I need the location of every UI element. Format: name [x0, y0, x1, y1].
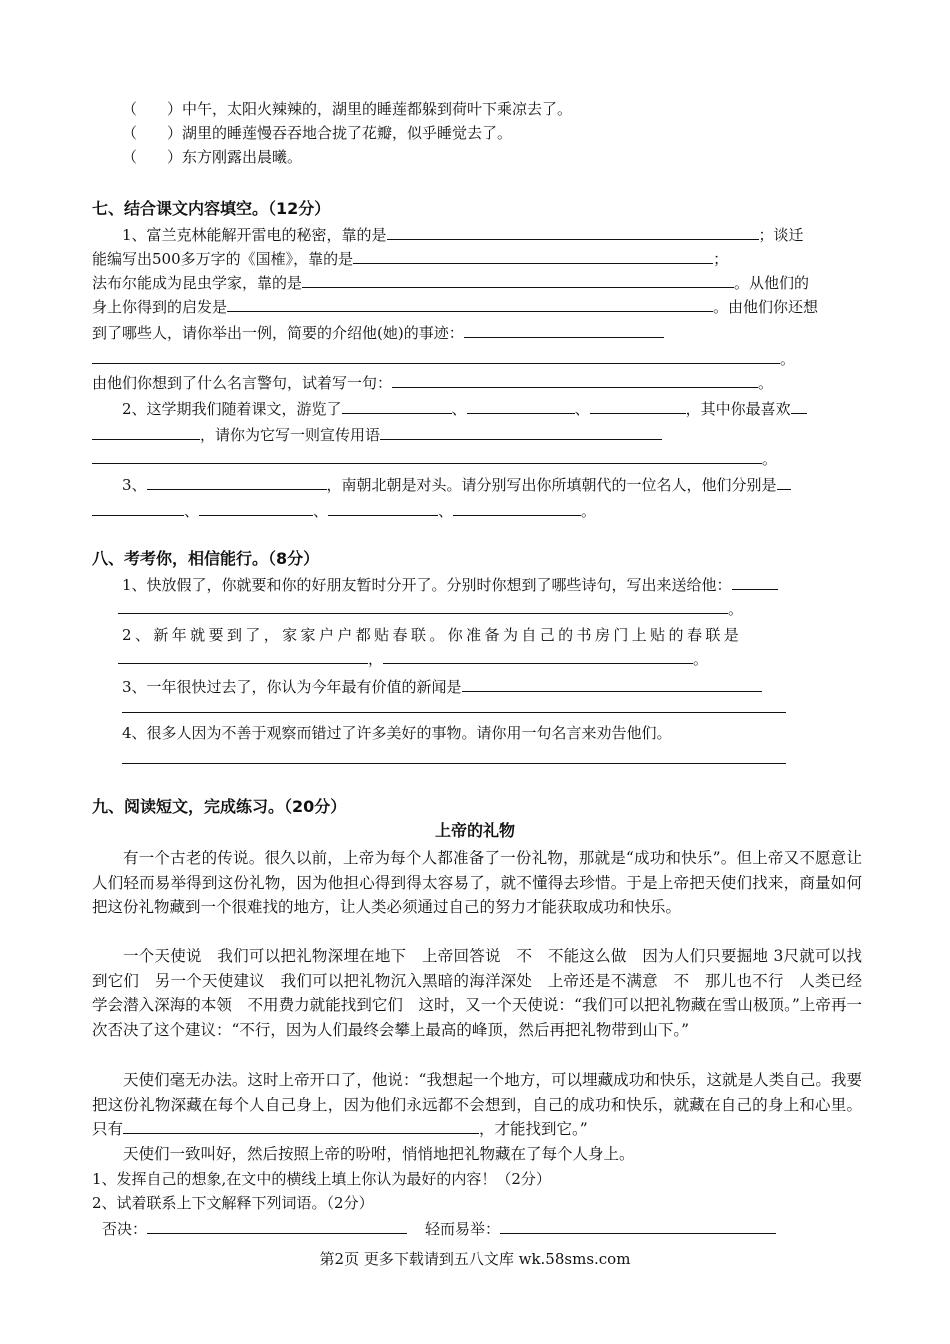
answer-blank[interactable] [92, 424, 200, 440]
s7-q3-line1 [122, 474, 892, 496]
section-8-heading: 八、考考你，相信能行。（8分） [92, 549, 320, 568]
answer-blank[interactable] [500, 1218, 776, 1234]
story-paragraph-2: 一个天使说 我们可以把礼物深埋在地下 上帝回答说 不 不能这么做 因为人们只要掘地 3尺就可以找到它们 另一个天使建议 我们可以把礼物沉入黑暗的海洋深处 上帝还是不满意 不 那儿也不行 人类已经学会潜入深海的本领 不用费力就能找到它们 这时，又一个天使说：“我们可以把礼物藏在雪山极顶。”上帝再一次否决了这个建议：“不行，因为人们最终会攀上最高的峰顶，然后再把礼物带到山下。” [92, 947, 862, 1039]
s8-q1-line2 [118, 598, 888, 620]
s8-q3-answer-line[interactable] [122, 712, 786, 713]
s7-q1-text-d-end: 。由他们你还想 [713, 298, 819, 316]
s7-q2-prompt-a: 2、这学期我们随着课文，游览了 [122, 400, 342, 418]
s8-q2-line1: 2、新年就要到了，家家户户都贴春联。你准备为自己的书房门上贴的春联是 [122, 626, 743, 644]
ordering-item-3: （ ）东方刚露出晨曦。 [122, 148, 303, 166]
s7-q1-prompt-g: 由他们你想到了什么名言警句，试着写一句： [92, 374, 393, 392]
ordering-item-2: （ ）湖里的睡莲慢吞吞地合拢了花瓣，似乎睡觉去了。 [122, 124, 513, 142]
answer-blank[interactable] [387, 224, 759, 240]
s8-q2-line2 [118, 648, 888, 670]
answer-blank[interactable] [147, 1218, 407, 1234]
separator: 、 [313, 502, 329, 520]
period: 。 [780, 350, 796, 368]
section-9-heading: 九、阅读短文，完成练习。（20分） [92, 797, 347, 816]
story-paragraph-1: 有一个古老的传说。很久以前，上帝为每个人都准备了一份礼物，那就是“成功和快乐”。但上帝又不愿意让人们轻而易举得到这份礼物，因为他担心得到得太容易了，就不懂得去珍惜。于是上帝把天使们找来，商量如何把这份礼物藏到一个很难找的地方，让人类必须通过自己的努力才能获取成功和快乐。 [92, 849, 862, 916]
answer-blank[interactable] [380, 424, 662, 440]
page-footer: 第2页 更多下载请到五八文库 wk.58sms.com [319, 1250, 631, 1268]
s9-q1-prompt: 1、发挥自己的想象,在文中的横线上填上你认为最好的内容！（2分） [92, 1170, 551, 1188]
period: 。 [758, 374, 774, 392]
answer-blank[interactable] [92, 448, 762, 464]
s7-q1-line4 [92, 296, 862, 318]
story-fill-blank[interactable] [123, 1118, 479, 1134]
s7-q1-prompt-e: 到了哪些人，请你举出一例，简要的介绍他(她)的事迹： [92, 324, 464, 342]
s7-q3-line2 [92, 500, 862, 522]
s7-q2-prompt-b: ，请你为它写一则宣传用语 [200, 426, 381, 444]
answer-blank[interactable] [118, 598, 728, 614]
s7-q1-prompt-d: 身上你得到的启发是 [92, 298, 228, 316]
answer-blank[interactable] [147, 474, 327, 490]
answer-blank[interactable] [199, 500, 313, 516]
separator: 、 [184, 502, 200, 520]
term-label-1: 否决： [102, 1220, 148, 1238]
answer-blank[interactable] [328, 500, 438, 516]
s7-q1-line1 [122, 224, 892, 246]
answer-blank[interactable] [227, 296, 713, 312]
answer-blank[interactable] [791, 398, 807, 414]
term-label-2: 轻而易举： [425, 1220, 501, 1238]
s7-q1-text-a-end: ；谈迁 [758, 226, 804, 244]
answer-blank[interactable] [732, 574, 778, 590]
s7-q1-prompt-b: 能编写出500多万字的《国榷》，靠的是 [92, 250, 354, 268]
story-paragraph-4: 天使们一致叫好，然后按照上帝的吩咐，悄悄地把礼物藏在了每个人身上。 [123, 1145, 635, 1163]
separator: 、 [574, 400, 590, 418]
s7-q1-text-c-end: 。从他们的 [734, 274, 810, 292]
s7-q1-line5 [92, 322, 862, 344]
s8-q1-prompt: 1、快放假了，你就要和你的好朋友暂时分开了。分别时你想到了哪些诗句，写出来送给他： [122, 576, 732, 594]
period: 。 [693, 650, 709, 668]
answer-blank[interactable] [590, 398, 686, 414]
s7-q1-line6 [92, 348, 862, 370]
s7-q2-line2 [92, 424, 862, 446]
answer-blank[interactable] [118, 648, 368, 664]
answer-blank[interactable] [383, 648, 693, 664]
answer-blank[interactable] [342, 398, 452, 414]
answer-blank[interactable] [777, 474, 791, 490]
period: 。 [762, 450, 778, 468]
story-paragraph-3 [92, 1068, 862, 1142]
answer-blank[interactable] [92, 500, 184, 516]
s7-q2-line1 [122, 398, 892, 420]
answer-blank[interactable] [453, 500, 581, 516]
s7-q1-line7 [92, 372, 862, 394]
s7-q3-prompt-b: ，南朝北朝是对头。请分别写出你所填朝代的一位名人，他们分别是 [326, 476, 777, 494]
s7-q1-line2 [92, 248, 862, 270]
answer-blank[interactable] [92, 348, 780, 364]
section-7-heading: 七、结合课文内容填空。（12分） [92, 199, 331, 218]
answer-blank[interactable] [467, 398, 575, 414]
s7-q1-prompt-c: 法布尔能成为昆虫学家，靠的是 [92, 274, 303, 292]
s8-q1-line1 [122, 574, 892, 596]
story-title: 上帝的礼物 [434, 821, 515, 840]
answer-blank[interactable] [392, 372, 758, 388]
separator: 、 [451, 400, 467, 418]
answer-blank[interactable] [302, 272, 734, 288]
ordering-item-1: （ ）中午，太阳火辣辣的，湖里的睡莲都躲到荷叶下乘凉去了。 [122, 100, 573, 118]
period: 。 [581, 502, 597, 520]
s7-q3-prompt-a: 3、 [122, 476, 147, 494]
answer-blank[interactable] [464, 322, 664, 338]
story-paragraph-3-text-b: ，才能找到它。” [479, 1120, 588, 1138]
s7-q1-prompt-a: 1、富兰克林能解开雷电的秘密，靠的是 [122, 226, 387, 244]
s7-q2-line3 [92, 448, 862, 470]
answer-blank[interactable] [353, 248, 713, 264]
separator: 、 [438, 502, 454, 520]
s8-q4-prompt: 4、很多人因为不善于观察而错过了许多美好的事物。请你用一句名言来劝告他们。 [122, 724, 672, 742]
comma: ， [368, 650, 384, 668]
s7-q1-text-b-end: ； [713, 250, 729, 268]
s9-q2-terms [102, 1218, 872, 1240]
story-paragraph-3-text-a: 天使们毫无办法。这时上帝开口了，他说：“我想起一个地方，可以埋藏成功和快乐，这就是人类自己。我要把这份礼物深藏在每个人自己身上，因为他们永远都不会想到，自己的成功和快乐，就藏在自己的身上和心里。只有 [92, 1071, 862, 1138]
s8-q3-prompt: 3、一年很快过去了，你认为今年最有价值的新闻是 [122, 678, 462, 696]
s8-q3-line1 [122, 676, 892, 698]
s9-q2-prompt: 2、试着联系上下文解释下列词语。（2分） [92, 1194, 374, 1212]
s7-q2-text-a-end: ，其中你最喜欢 [685, 400, 791, 418]
s8-q4-answer-line[interactable] [122, 763, 786, 764]
period: 。 [728, 600, 744, 618]
answer-blank[interactable] [462, 676, 762, 692]
s7-q1-line3 [92, 272, 862, 294]
